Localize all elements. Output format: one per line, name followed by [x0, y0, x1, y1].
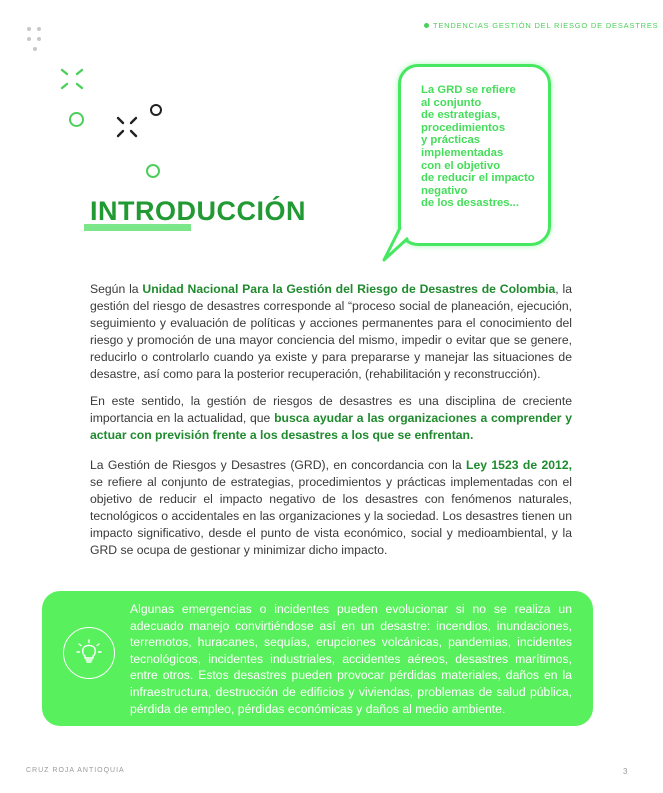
highlight-text: Ley 1523 de 2012, [466, 458, 572, 472]
footer-organization: CRUZ ROJA ANTIOQUIA [26, 767, 125, 774]
sparkle-icon [58, 66, 86, 92]
decorative-ring-icon [69, 112, 84, 127]
paragraph-1: Según la Unidad Nacional Para la Gestión del Riesgo de Desastres de Colombia, la gestión del riesgo de desastres corresponde al “proceso social de planeación, ejecución, seguimiento y evaluación de políticas y acciones permanentes para el conocimiento del riesgo y promoción de una mayor conciencia del mismo, impedir o evitar que se genere, reducirlo o controlarlo cuando ya existe y para prepararse y manejar las situaciones de desastre, así como para la posterior recuperación, (rehabilitación y reconstrucción). [90, 282, 573, 381]
paragraph-3: La Gestión de Riesgos y Desastres (GRD), en concordancia con la Ley 1523 de 2012, se refiere al conjunto de estrategias, procedimientos y prácticas implementadas con el objetivo de reducir el impacto negativo de los desastres con fenómenos naturales, tecnológicos o accidentales en las organizaciones y la sociedad. Los desastres tienen un impacto significativo, desde el punto de vista económico, social y medioambiental, y la GRD se ocupa de gestionar y minimizar dicho impacto. [90, 458, 572, 557]
sparkle-dark-icon [114, 114, 140, 140]
paragraph-2: En este sentido, la gestión de riesgos de desastres es una disciplina de creciente importancia en la actualidad, que busca ayudar a las organizaciones a comprender y actuar con previsión frente a los desastres a los que se enfrentan. [90, 394, 572, 442]
decorative-ring-icon [146, 164, 160, 178]
page-number: 3 [623, 767, 628, 776]
decorative-ring-icon [150, 104, 162, 116]
callout-text: La GRD se refiere al conjunto de estrategias, procedimientos y prácticas implementadas con el objetivo de reducir el impacto negativo de los desastres... [421, 84, 535, 210]
page-title: INTRODUCCIÓN [90, 196, 306, 226]
section-header [424, 19, 658, 31]
highlight-text: busca ayudar a las organizaciones a comprender y actuar con previsión frente a los desastres a los que se enfrentan. [90, 410, 572, 442]
section-label: TENDENCIAS GESTIÓN DEL RIESGO DE DESASTRES [433, 20, 659, 30]
bullet-dot-icon [424, 23, 429, 28]
info-text: Algunas emergencias o incidentes pueden evolucionar si no se realiza un adecuado manejo convirtiéndose así en un desastre: incendios, inundaciones, terremotos, huracanes, sequías, erupciones volcánicas, pandemias, incidentes tecnológicos, incidentes industriales, accidentes aéreos, desastres marítimos, entre otros. Estos desastres pueden provocar pérdidas materiales, daños en la infraestructura, destrucción de edificios y viviendas, problemas de salud pública, pérdida de empleo, pérdidas económicas y daños al medio ambiente. [130, 602, 572, 716]
callout-tail [378, 226, 412, 264]
lightbulb-icon [63, 627, 115, 679]
highlight-text: Unidad Nacional Para la Gestión del Riesgo de Desastres de Colombia [142, 282, 556, 296]
